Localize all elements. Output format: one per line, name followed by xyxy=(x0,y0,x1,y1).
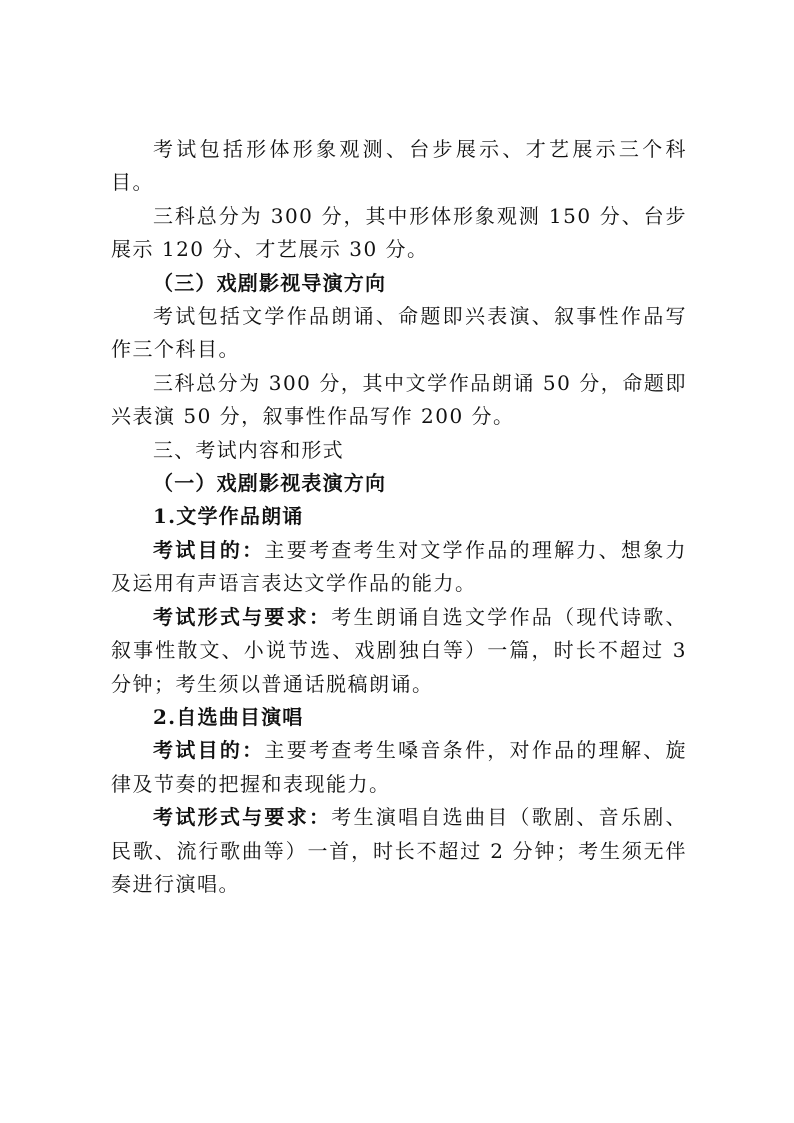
section-heading-acting: （一）戏剧影视表演方向 xyxy=(153,471,387,496)
paragraph-exam-subjects-1: 考试包括形体形象观测、台步展示、才艺展示三个科目。 xyxy=(111,137,687,195)
text-singing-purpose: 主要考查考生嗓音条件，对作品的理解、旋律及节奏的把握和表现能力。 xyxy=(111,738,688,796)
paragraph-singing-requirements xyxy=(111,801,687,901)
text-singing-requirements: 考生演唱自选曲目（歌剧、音乐剧、民歌、流行歌曲等）一首，时长不超过 2 分钟；考生须无伴奏进行演唱。 xyxy=(111,805,688,896)
paragraph-recitation-requirements xyxy=(111,601,687,701)
text-recitation-requirements: 考生朗诵自选文学作品（现代诗歌、叙事性散文、小说节选、戏剧独白等）一篇，时长不超过 3 分钟；考生须以普通话脱稿朗诵。 xyxy=(111,604,688,696)
label-exam-form: 考试形式与要求： xyxy=(153,805,332,830)
subsection-heading-singing: 2.自选曲目演唱 xyxy=(153,704,304,729)
text-recitation-purpose: 主要考查考生对文学作品的理解力、想象力及运用有声语言表达文学作品的能力。 xyxy=(111,537,688,596)
document-body xyxy=(111,133,687,901)
paragraph-score-breakdown-2: 三科总分为 300 分，其中文学作品朗诵 50 分，命题即兴表演 50 分，叙事性作品写作 200 分。 xyxy=(111,370,687,429)
paragraph-exam-subjects-2: 考试包括文学作品朗诵、命题即兴表演、叙事性作品写作三个科目。 xyxy=(111,304,687,362)
chapter-heading-content-form: 三、考试内容和形式 xyxy=(153,437,344,462)
paragraph-score-breakdown-1: 三科总分为 300 分，其中形体形象观测 150 分、台步展示 120 分、才艺展示 30 分。 xyxy=(111,203,687,262)
paragraph-singing-purpose xyxy=(111,734,687,801)
section-heading-directing: （三）戏剧影视导演方向 xyxy=(153,270,387,295)
label-exam-purpose: 考试目的： xyxy=(153,537,265,562)
label-exam-purpose: 考试目的： xyxy=(153,738,265,763)
paragraph-recitation-purpose xyxy=(111,534,687,601)
label-exam-form: 考试形式与要求： xyxy=(153,604,332,629)
subsection-heading-recitation: 1.文学作品朗诵 xyxy=(153,504,304,529)
